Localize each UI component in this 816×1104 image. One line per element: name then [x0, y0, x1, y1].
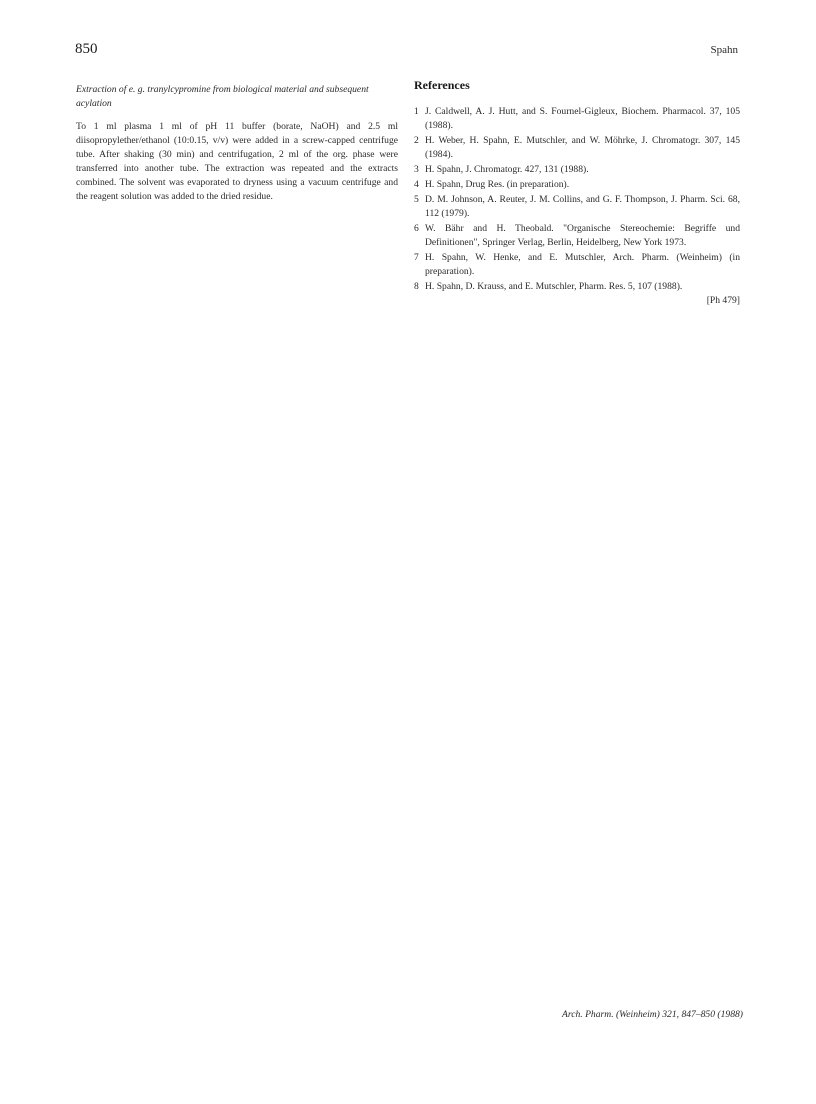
- reference-item: [414, 163, 740, 177]
- reference-item: [414, 134, 740, 162]
- reference-item: [414, 193, 740, 221]
- reference-text: W. Bähr and H. Theobald. "Organische Stereochemie: Begriffe und Definitionen", Springer Verlag, Berlin, Heidelberg, New York 1973.: [425, 223, 740, 248]
- manuscript-code: [Ph 479]: [706, 295, 740, 306]
- journal-citation: Arch. Pharm. (Weinheim) 321, 847–850 (1988): [561, 1009, 743, 1020]
- references-list: [414, 105, 740, 294]
- reference-text: H. Spahn, J. Chromatogr. 427, 131 (1988).: [425, 164, 589, 175]
- reference-number: 4: [414, 179, 419, 190]
- reference-number: 8: [414, 281, 419, 292]
- reference-text: J. Caldwell, A. J. Hutt, and S. Fournel-Gigleux, Biochem. Pharmacol. 37, 105 (1988).: [425, 106, 740, 131]
- methods-section: [76, 83, 398, 204]
- reference-item: [414, 178, 740, 192]
- reference-text: H. Spahn, Drug Res. (in preparation).: [425, 179, 570, 190]
- reference-text: H. Spahn, D. Krauss, and E. Mutschler, Pharm. Res. 5, 107 (1988).: [425, 281, 683, 292]
- references-section: [414, 78, 740, 308]
- reference-item: [414, 105, 740, 133]
- page-number: 850: [75, 41, 98, 57]
- references-title: References: [414, 78, 470, 92]
- reference-number: 1: [414, 106, 419, 117]
- reference-item: [414, 251, 740, 279]
- running-head: Spahn: [710, 44, 738, 56]
- section-body: To 1 ml plasma 1 ml of pH 11 buffer (borate, NaOH) and 2.5 ml diisopropylether/ethanol (10:0.15, v/v) were added in a screw-capped centrifuge tube. After shaking (30 min) and centrifugation, 2 ml of the org. phase were transferred into another tube. The extraction was repeated and the extracts combined. The solvent was evaporated to dryness using a vacuum centrifuge and the reagent solution was added to the dried residue.: [76, 121, 398, 202]
- reference-text: D. M. Johnson, A. Reuter, J. M. Collins, and G. F. Thompson, J. Pharm. Sci. 68, 112 (1979).: [425, 194, 740, 219]
- reference-number: 7: [414, 252, 419, 263]
- reference-number: 5: [414, 194, 419, 205]
- reference-text: H. Spahn, W. Henke, and E. Mutschler, Arch. Pharm. (Weinheim) (in preparation).: [425, 252, 740, 277]
- reference-text: H. Weber, H. Spahn, E. Mutschler, and W. Möhrke, J. Chromatogr. 307, 145 (1984).: [425, 135, 740, 160]
- reference-number: 6: [414, 223, 419, 234]
- reference-number: 2: [414, 135, 419, 146]
- reference-item: [414, 280, 740, 294]
- reference-number: 3: [414, 164, 419, 175]
- section-heading: Extraction of e. g. tranylcypromine from biological material and subsequent acylation: [76, 84, 369, 109]
- reference-item: [414, 222, 740, 250]
